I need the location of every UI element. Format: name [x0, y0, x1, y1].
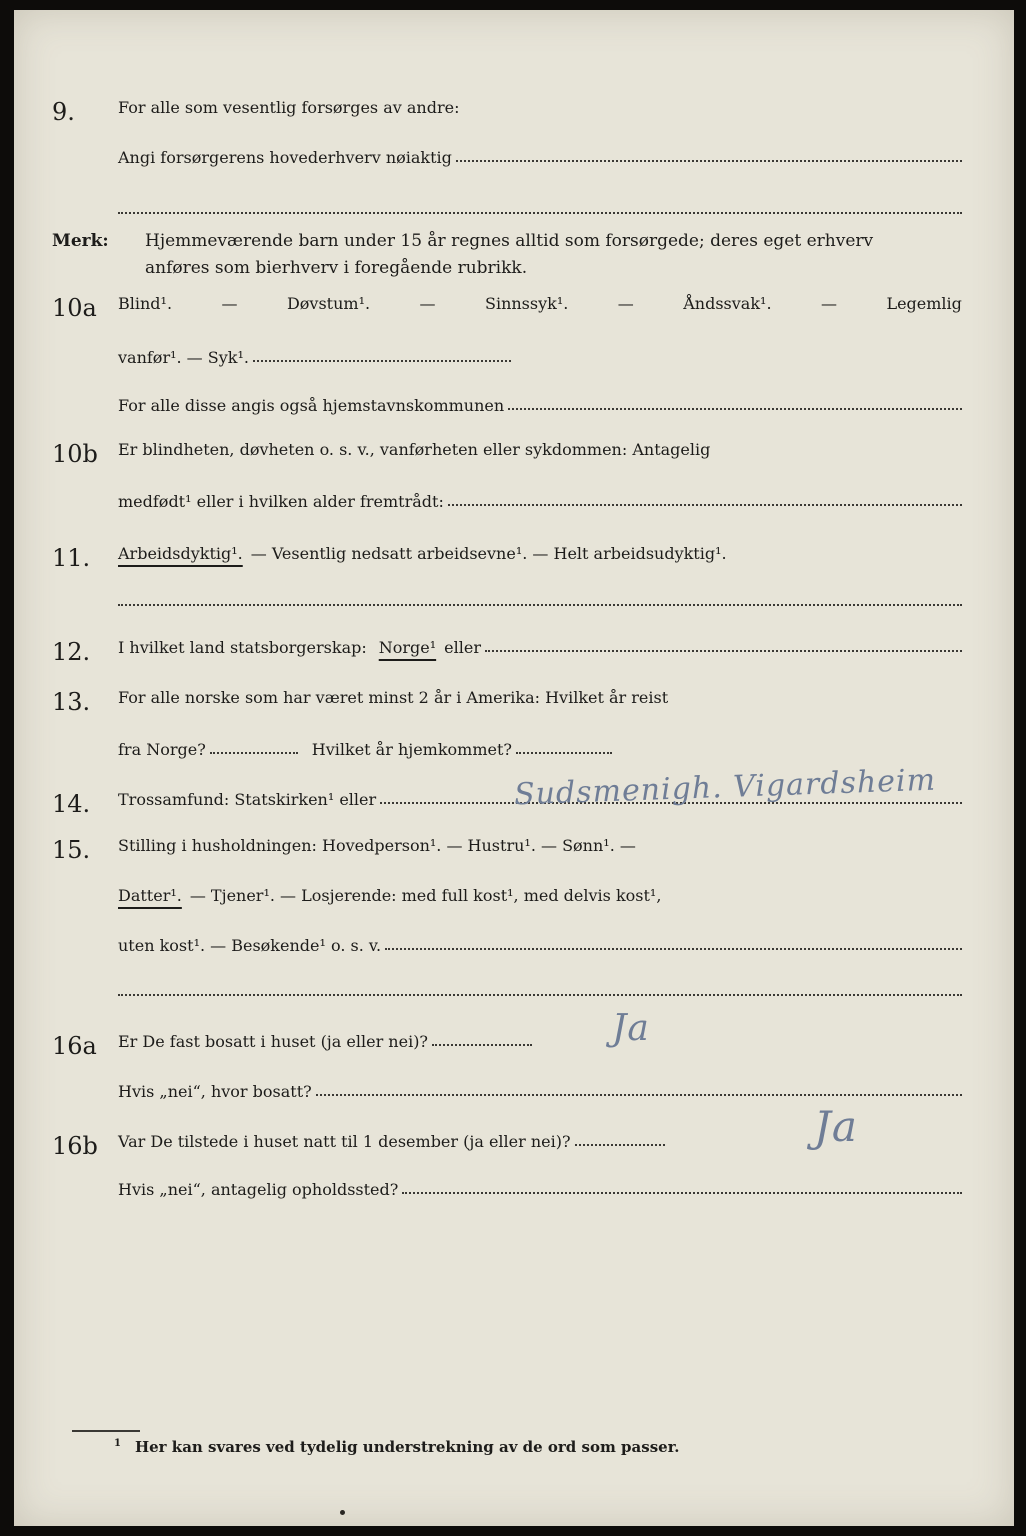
q9-answer-line[interactable]: [456, 159, 962, 162]
q16b-answer-line[interactable]: [575, 1143, 665, 1146]
option-norge[interactable]: Norge¹: [378, 638, 437, 657]
dash: —: [221, 294, 238, 313]
q10a-number: 10a: [52, 294, 97, 322]
q12-number: 12.: [52, 638, 91, 666]
paper-speck: [340, 1510, 345, 1515]
q10a-line2: vanfør¹. — Syk¹.: [118, 348, 962, 367]
q11-other-options[interactable]: — Vesentlig nedsatt arbeidsevne¹. — Helt arbeidsudyktig¹.: [250, 544, 727, 563]
option-andssvak[interactable]: Åndssvak¹.: [683, 294, 772, 313]
q15-extra-line[interactable]: [118, 994, 962, 996]
q15-answer-line[interactable]: [385, 947, 962, 950]
footnote-mark: 1: [114, 1438, 121, 1449]
q10b-number: 10b: [52, 440, 98, 468]
dash: —: [617, 294, 634, 313]
q13-hjemkommet-line[interactable]: [516, 751, 612, 754]
option-sinnssyk[interactable]: Sinnssyk¹.: [484, 294, 569, 313]
q15-line1: Stilling i husholdningen: Hovedperson¹. — Hustru¹. — Sønn¹. —: [118, 836, 636, 855]
option-arbeidsdyktig[interactable]: Arbeidsdyktig¹.: [118, 544, 243, 563]
q9-line1: For alle som vesentlig forsørges av andre:: [118, 98, 460, 117]
q10b-line2: medfødt¹ eller i hvilken alder fremtrådt:: [118, 492, 962, 511]
q11-extra-line[interactable]: [118, 604, 962, 606]
option-dovstum[interactable]: Døvstum¹.: [286, 294, 371, 313]
q16b-handwritten-answer: Ja: [814, 1102, 858, 1151]
q14-line: Trossamfund: Statskirken¹ eller: [118, 790, 962, 809]
q13-number: 13.: [52, 688, 91, 716]
option-blind[interactable]: Blind¹.: [118, 294, 173, 313]
q12-answer-line[interactable]: [485, 649, 962, 652]
q10a-hjemstavn-line[interactable]: [508, 407, 962, 410]
q10a-options: [118, 294, 962, 313]
q10b-line1: Er blindheten, døvheten o. s. v., vanførheten eller sykdommen: Antagelig: [118, 440, 711, 459]
q16a-answer-line[interactable]: [432, 1043, 532, 1046]
q16a-line2: Hvis „nei“, hvor bosatt?: [118, 1082, 962, 1101]
q16b-line1: Var De tilstede i huset natt til 1 desember (ja eller nei)?: [118, 1132, 962, 1151]
q14-number: 14.: [52, 790, 91, 818]
merk-line2: anføres som bierhverv i foregående rubrikk.: [145, 258, 528, 278]
q10a-syk-line[interactable]: [253, 359, 511, 362]
option-datter[interactable]: Datter¹.: [118, 886, 182, 905]
footnote-text: Her kan svares ved tydelig understrekning av de ord som passer.: [134, 1438, 680, 1456]
q13-line1: For alle norske som har været minst 2 år i Amerika: Hvilket år reist: [118, 688, 669, 707]
footnote: [114, 1438, 679, 1456]
q13-line2: fra Norge? Hvilket år hjemkommet?: [118, 740, 962, 759]
option-legemlig[interactable]: Legemlig: [886, 294, 962, 313]
q10b-answer-line[interactable]: [448, 503, 962, 506]
dash: —: [419, 294, 436, 313]
q11-number: 11.: [52, 544, 91, 572]
q16a-handwritten-answer: Ja: [612, 1008, 650, 1049]
q16b-opholdssted-line[interactable]: [402, 1191, 962, 1194]
q11-line: [118, 544, 962, 563]
census-form-page: [14, 10, 1014, 1526]
q16a-number: 16a: [52, 1032, 97, 1060]
dash: —: [820, 294, 837, 313]
q10a-line1: [118, 294, 962, 313]
q16a-bosatt-line[interactable]: [316, 1093, 962, 1096]
merk-label: Merk:: [52, 231, 109, 251]
q16a-line1: Er De fast bosatt i huset (ja eller nei)?: [118, 1032, 962, 1051]
q15-line3: uten kost¹. — Besøkende¹ o. s. v.: [118, 936, 962, 955]
footnote-rule: [72, 1430, 140, 1432]
q10a-line3: For alle disse angis også hjemstavnskommunen: [118, 396, 962, 415]
q15-number: 15.: [52, 836, 91, 864]
q14-handwritten-answer: Sudsmenigh. Vigardsheim: [513, 762, 937, 813]
q9-line2: Angi forsørgerens hovederhverv nøiaktig: [118, 148, 962, 167]
merk-line1: Hjemmeværende barn under 15 år regnes alltid som forsørgede; deres eget erhverv: [145, 231, 874, 251]
q12-line: I hvilket land statsborgerskap: Norge¹ eller: [118, 638, 962, 657]
q15-line2: Datter¹. — Tjener¹. — Losjerende: med full kost¹, med delvis kost¹,: [118, 886, 662, 905]
q9-extra-line[interactable]: [118, 212, 962, 214]
q13-reist-line[interactable]: [210, 751, 298, 754]
q16b-line2: Hvis „nei“, antagelig opholdssted?: [118, 1180, 962, 1199]
q16b-number: 16b: [52, 1132, 98, 1160]
q9-number: 9.: [52, 98, 75, 126]
